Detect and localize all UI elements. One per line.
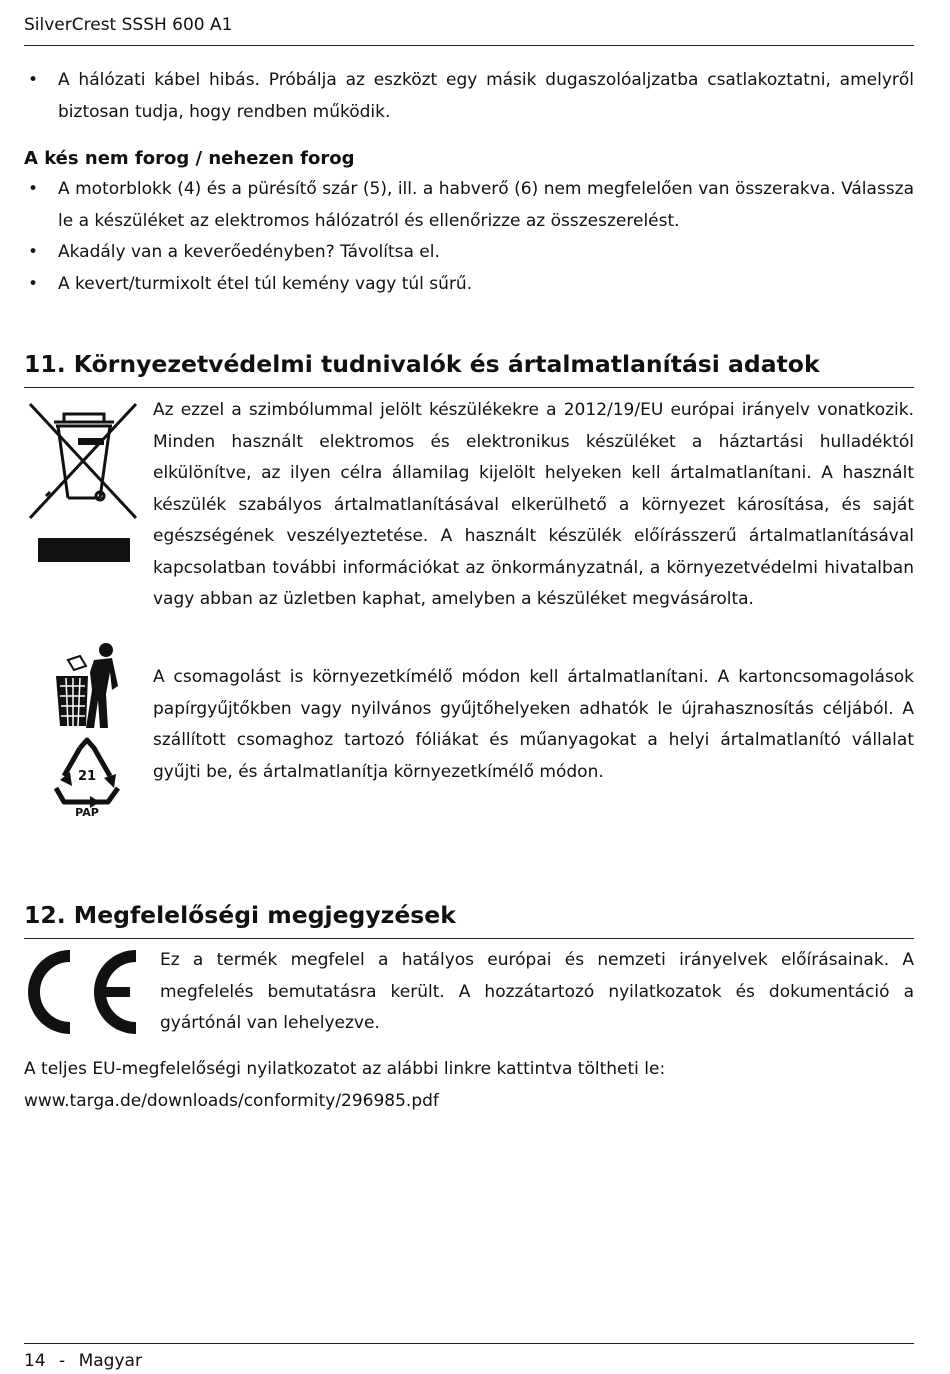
section-12-divider xyxy=(24,938,914,939)
knife-heading: A kés nem forog / nehezen forog xyxy=(24,148,355,169)
ce-mark-icon xyxy=(24,950,140,1034)
section-11-title: 11. Környezetvédelmi tudnivalók és ártalmatlanítási adatok xyxy=(24,350,820,378)
packaging-text: A csomagolást is környezetkímélő módon kell ártalmatlanítani. A kartoncsomagolások papírgyűjtőkben vagy nyilvános gyűjtőhelyeken adhatók le újrahasznosítás céljából. A szállított csomaghoz tartozó fóliákat és műanyagokat a helyi ártalmatlanító vállalat gyűjti be, és ártalmatlanítja környezetkímélő módon. xyxy=(153,667,914,782)
section-12-title: 12. Megfelelőségi megjegyzések xyxy=(24,901,456,929)
footer-language: Magyar xyxy=(78,1351,142,1371)
section-11-divider xyxy=(24,387,914,388)
page-footer xyxy=(24,1348,142,1374)
download-text: A teljes EU-megfelelőségi nyilatkozatot az alábbi linkre kattintva töltheti le: xyxy=(24,1059,666,1079)
footer-separator: - xyxy=(59,1351,66,1371)
list-item: • Akadály van a keverőedényben? Távolítsa el. xyxy=(24,237,914,269)
download-link[interactable]: www.targa.de/downloads/conformity/296985.pdf xyxy=(24,1090,439,1111)
download-block xyxy=(24,1054,914,1117)
page-number: 14 xyxy=(24,1351,46,1371)
ce-text: Ez a termék megfelel a hatályos európai és nemzeti irányelvek előírásainak. A megfelelés bemutatásra került. A hozzátartozó nyilatkozatok és dokumentáció a gyártónál van lehelyezve. xyxy=(160,950,914,1033)
recycle-code: PAP xyxy=(75,806,99,819)
weee-text: Az ezzel a szimbólummal jelölt készülékekre a 2012/19/EU európai irányelv vonatkozik. Minden használt elektromos és elektronikus készüléket a háztartási hulladéktól elkülönítve, az ilyen célra államilag kijelölt helyeken kell ártalmatlanítani. A használt készülék szabályos ártalmatlanításával elkerülhető a környezet károsítása, és saját egészségének veszélyeztetése. A használt készülék előírásszerű ártalmatlanításával kapcsolatban további információkat az önkormányzatnál, a környezetvédelmi hivatalban vagy abban az üzletben kaphat, amelyben a készüléket megvásárolta. xyxy=(153,400,914,609)
top-bullet-list xyxy=(24,65,914,128)
weee-bin-icon xyxy=(26,400,142,566)
recycling-icon xyxy=(50,736,124,820)
list-item: • A motorblokk (4) és a pürésítő szár (5), ill. a habverő (6) nem megfelelően van összerakva. Válassza le a készüléket az elektromos hálózatról és ellenőrizze az összeszerelést. xyxy=(24,174,914,237)
header-divider xyxy=(24,45,914,46)
list-item: • A hálózati kábel hibás. Próbálja az eszközt egy másik dugaszolóaljzatba csatlakoztatni, amelyről biztosan tudja, hogy rendben működik. xyxy=(24,65,914,128)
tidyman-icon xyxy=(48,642,124,728)
footer-divider xyxy=(24,1343,914,1344)
page-header: SilverCrest SSSH 600 A1 xyxy=(24,15,233,35)
list-item: • A kevert/turmixolt étel túl kemény vagy túl sűrű. xyxy=(24,269,914,301)
knife-section xyxy=(24,143,914,300)
recycle-number: 21 xyxy=(77,769,97,784)
